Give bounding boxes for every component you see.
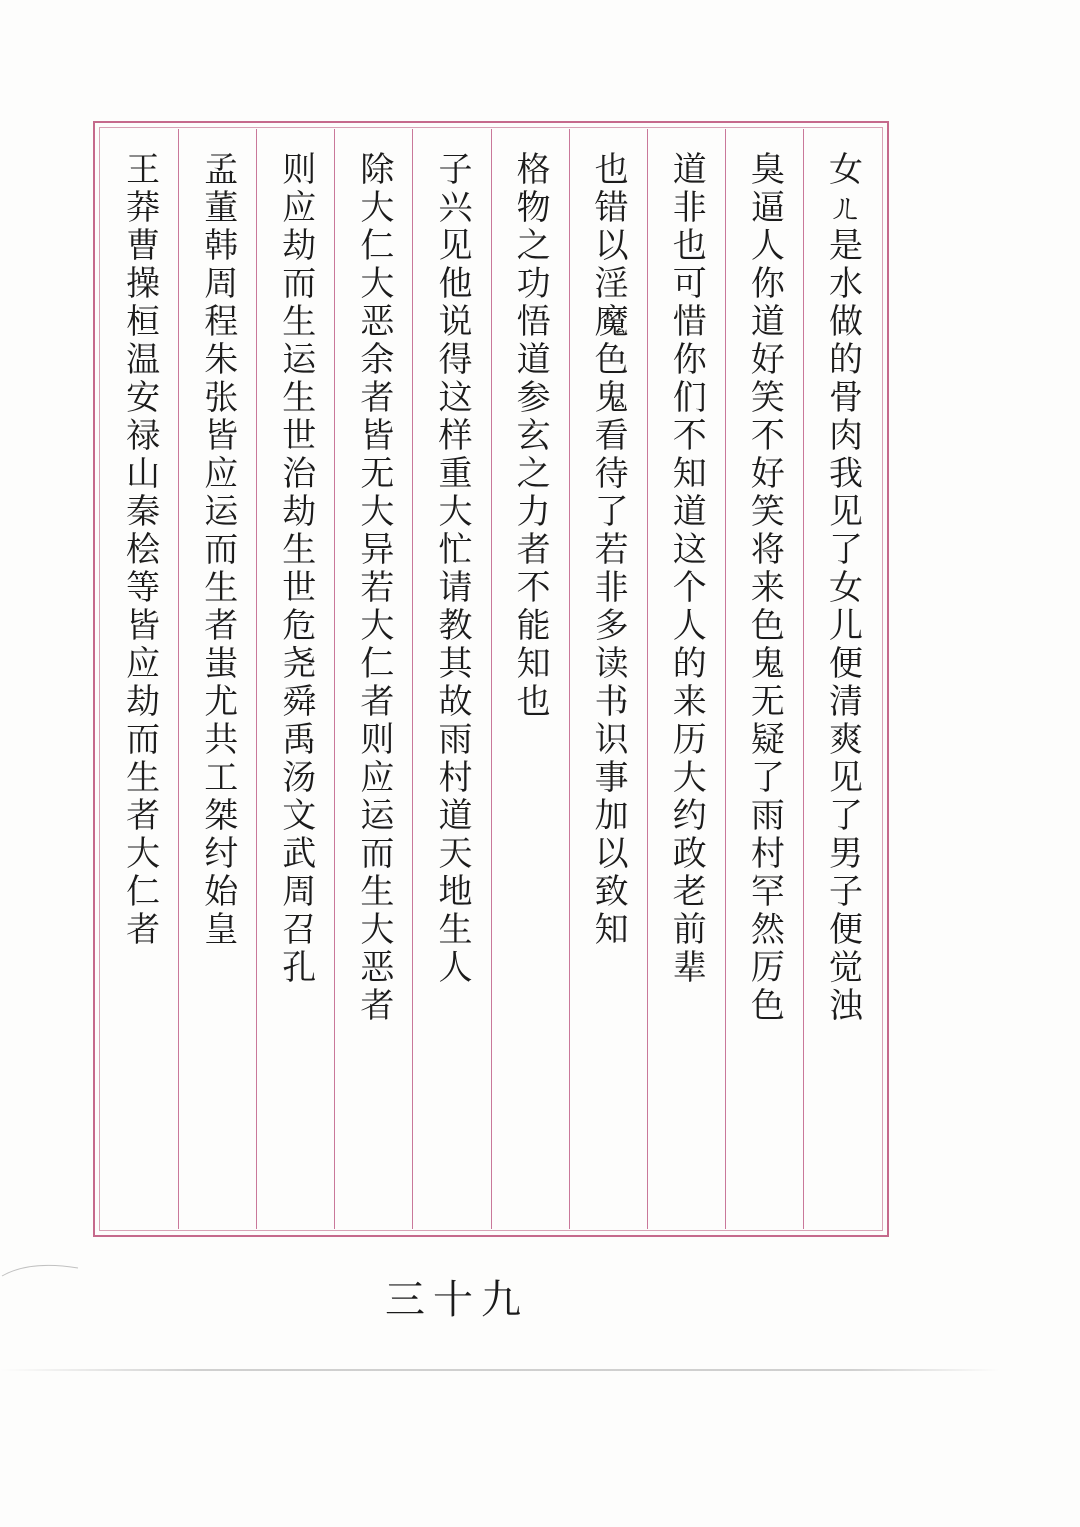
text-column: [569, 129, 647, 1229]
ruled-frame: [93, 121, 889, 1237]
text-column: [647, 129, 725, 1229]
column-text: 道非也可惜你们不知道这个人的来历大约政老前辈: [666, 151, 707, 987]
text-column: [101, 129, 178, 1229]
column-text: 子兴见他说得这样重大忙请教其故雨村道天地生人: [431, 151, 472, 987]
column-text: 也错以淫魔色鬼看待了若非多读书识事加以致知: [588, 151, 629, 949]
text-column: [412, 129, 490, 1229]
text-column: [178, 129, 256, 1229]
column-text: 除大仁大恶余者皆无大异若大仁者则应运而生大恶者: [353, 151, 394, 1025]
page-number: 三十九: [385, 1277, 529, 1323]
text-column: [725, 129, 803, 1229]
column-text: 格物之功悟道参玄之力者不能知也: [510, 151, 551, 721]
column-text: 孟董韩周程朱张皆应运而生者蚩尤共工桀纣始皇: [197, 151, 238, 949]
text-column: [803, 129, 881, 1229]
column-text: 王莽曹操桓温安禄山秦桧等皆应劫而生者大仁者: [119, 151, 160, 949]
text-columns: [101, 129, 881, 1229]
scan-edge-line: [0, 1369, 1000, 1371]
text-column: [491, 129, 569, 1229]
text-column: [256, 129, 334, 1229]
scan-artifact-curve: [0, 1258, 90, 1288]
column-text: 女ㄦ是水做的骨肉我见了女儿便清爽见了男子便觉浊: [822, 151, 863, 1025]
text-column: [334, 129, 412, 1229]
column-text: 臭逼人你道好笑不好笑将来色鬼无疑了雨村罕然厉色: [744, 151, 785, 1025]
column-text: 则应劫而生运生世治劫生世危尧舜禹汤文武周召孔: [275, 151, 316, 987]
